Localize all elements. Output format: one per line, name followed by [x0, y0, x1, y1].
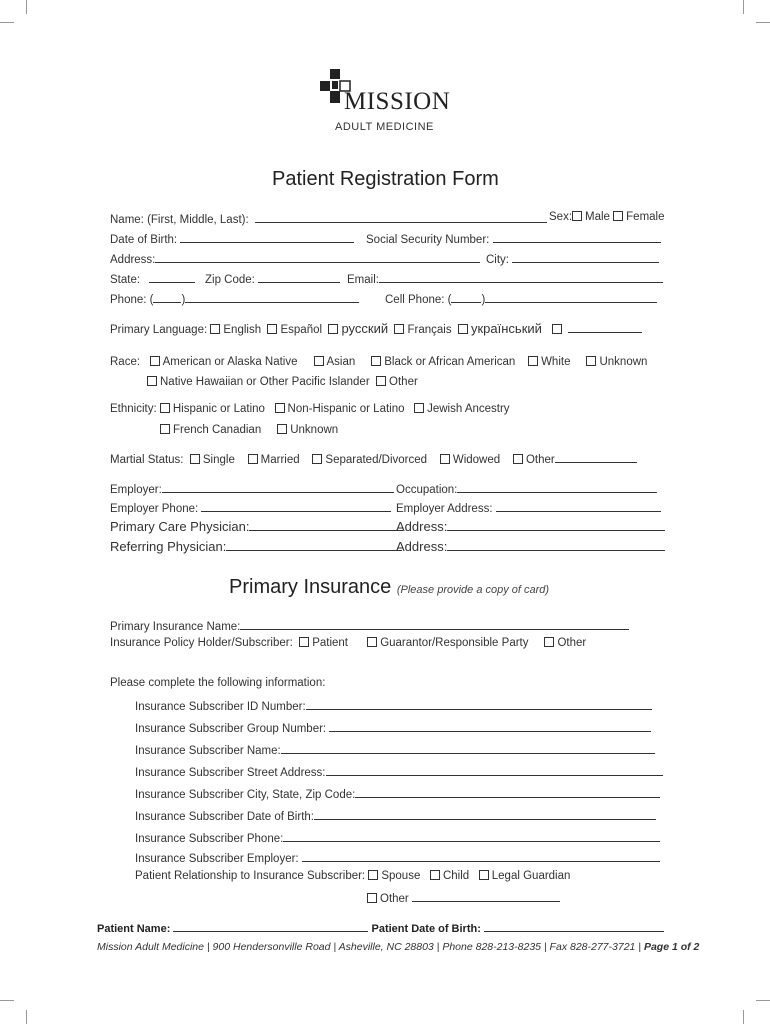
ukrainian-label: український: [470, 321, 542, 336]
female-checkbox[interactable]: [613, 211, 623, 221]
jewish-checkbox[interactable]: [414, 403, 424, 413]
race-asian-checkbox[interactable]: [314, 356, 324, 366]
phone-row: [110, 291, 359, 306]
subscriber-name-field[interactable]: [281, 742, 655, 754]
spouse-label: Spouse: [381, 870, 421, 882]
name-row: [110, 211, 547, 226]
employer-row: [110, 481, 394, 496]
city-label: City:: [486, 254, 509, 266]
cell-label: Cell Phone: (: [385, 294, 452, 306]
crop-mark: [0, 22, 14, 23]
english-checkbox[interactable]: [210, 324, 220, 334]
crop-mark: [756, 22, 770, 23]
subscriber-phone-field[interactable]: [283, 830, 660, 842]
subscriber-employer-row: [135, 850, 660, 865]
cell-close: ): [481, 294, 486, 306]
sex-row: [549, 211, 665, 223]
ethnicity-row-2: [160, 424, 338, 436]
english-label: English: [223, 324, 262, 336]
insurance-name-label: Primary Insurance Name:: [110, 621, 241, 633]
zip-row: [205, 271, 340, 286]
referring-field[interactable]: [226, 539, 402, 551]
subscriber-city-field[interactable]: [355, 786, 660, 798]
subscriber-id-field[interactable]: [306, 698, 652, 710]
subscriber-field-label: Insurance Subscriber Street Address:: [135, 767, 326, 779]
pcp-label: Primary Care Physician:: [110, 519, 250, 534]
dob-field[interactable]: [180, 231, 354, 243]
relationship-other-field[interactable]: [412, 890, 560, 902]
widowed-checkbox[interactable]: [440, 454, 450, 464]
marital-row: [110, 451, 637, 466]
referring-row: [110, 539, 402, 554]
sex-label: Sex:: [549, 211, 573, 223]
crop-mark: [26, 1010, 27, 1024]
email-field[interactable]: [379, 271, 663, 283]
female-label: Female: [626, 211, 665, 223]
race-native-checkbox[interactable]: [150, 356, 160, 366]
city-field[interactable]: [512, 251, 659, 263]
employer-phone-field[interactable]: [201, 500, 391, 512]
race-hawaiian-label: Native Hawaiian or Other Pacific Islander: [160, 376, 370, 388]
separated-label: Separated/Divorced: [325, 454, 428, 466]
holder-patient-checkbox[interactable]: [299, 637, 309, 647]
relationship-label: Patient Relationship to Insurance Subscriber:: [135, 870, 366, 882]
male-checkbox[interactable]: [572, 211, 582, 221]
subscriber-street-field[interactable]: [326, 764, 663, 776]
complete-info-label: Please complete the following information:: [110, 677, 326, 689]
ethnicity-unknown-checkbox[interactable]: [277, 424, 287, 434]
occupation-row: [396, 481, 657, 496]
child-checkbox[interactable]: [430, 870, 440, 880]
dob-label: Date of Birth:: [110, 234, 178, 246]
cell-field[interactable]: [485, 291, 657, 303]
crop-mark: [756, 1000, 770, 1001]
phone-field[interactable]: [185, 291, 359, 303]
subscriber-dob-field[interactable]: [314, 808, 656, 820]
race-asian-label: Asian: [326, 356, 356, 368]
francais-checkbox[interactable]: [394, 324, 404, 334]
employer-address-row: [396, 500, 661, 515]
russian-label: русский: [341, 321, 389, 336]
pcp-address-row: [396, 519, 665, 534]
employer-address-field[interactable]: [496, 500, 661, 512]
subscriber-id-row: [135, 698, 652, 713]
logo-name: MISSION: [344, 88, 451, 115]
subscriber-field-label: Insurance Subscriber ID Number:: [135, 701, 306, 713]
marital-label: Martial Status:: [110, 454, 184, 466]
other-language-checkbox[interactable]: [552, 324, 562, 334]
state-label: State:: [110, 274, 141, 286]
hispanic-checkbox[interactable]: [160, 403, 170, 413]
pcp-address-label: Address:: [396, 519, 448, 534]
separated-checkbox[interactable]: [312, 454, 322, 464]
address-field[interactable]: [155, 251, 480, 263]
relationship-other-label: Other: [380, 893, 409, 905]
subscriber-field-label: Insurance Subscriber City, State, Zip Code:: [135, 789, 356, 801]
subscriber-field-label: Insurance Subscriber Date of Birth:: [135, 811, 314, 823]
state-field[interactable]: [149, 271, 195, 283]
page-title: Patient Registration Form: [272, 168, 499, 190]
referring-address-field[interactable]: [447, 539, 665, 551]
email-label: Email:: [347, 274, 379, 286]
marital-other-field[interactable]: [555, 451, 637, 463]
dob-row: [110, 231, 354, 246]
referring-address-row: [396, 539, 665, 554]
employer-label: Employer:: [110, 484, 162, 496]
email-row: [347, 271, 663, 286]
holder-other-label: Other: [557, 637, 587, 649]
race-unknown-label: Unknown: [599, 356, 648, 368]
married-checkbox[interactable]: [248, 454, 258, 464]
non-hispanic-checkbox[interactable]: [275, 403, 285, 413]
occupation-field[interactable]: [457, 481, 657, 493]
holder-other-checkbox[interactable]: [544, 637, 554, 647]
french-canadian-label: French Canadian: [173, 424, 262, 436]
marital-other-label: Other: [525, 454, 555, 466]
city-row: [486, 251, 659, 266]
logo-subtitle: ADULT MEDICINE: [335, 121, 434, 133]
address-label: Address:: [110, 254, 156, 266]
subscriber-field-label: Insurance Subscriber Employer:: [135, 853, 299, 865]
cell-area-field[interactable]: [451, 291, 481, 303]
footer-patient-name-label: Patient Name:: [97, 923, 171, 935]
relationship-other-checkbox[interactable]: [367, 893, 377, 903]
ethnicity-row-1: [110, 403, 510, 415]
address-row: [110, 251, 480, 266]
referring-label: Referring Physician:: [110, 539, 227, 554]
child-label: Child: [442, 870, 470, 882]
employer-field[interactable]: [162, 481, 394, 493]
crop-mark: [743, 1010, 744, 1024]
married-label: Married: [260, 454, 300, 466]
non-hispanic-label: Non-Hispanic or Latino: [287, 403, 405, 415]
footer-patient-dob-field[interactable]: [484, 920, 664, 932]
ukrainian-checkbox[interactable]: [458, 324, 468, 334]
relationship-row: [135, 870, 570, 882]
footer-patient-name-field[interactable]: [173, 920, 368, 932]
ssn-label: Social Security Number:: [366, 234, 490, 246]
single-checkbox[interactable]: [190, 454, 200, 464]
french-canadian-checkbox[interactable]: [160, 424, 170, 434]
race-row-1: [110, 356, 647, 368]
marital-other-checkbox[interactable]: [513, 454, 523, 464]
state-row: [110, 271, 195, 286]
subscriber-group-row: [135, 720, 651, 735]
race-hawaiian-checkbox[interactable]: [147, 376, 157, 386]
hispanic-label: Hispanic or Latino: [172, 403, 265, 415]
ssn-field[interactable]: [493, 231, 661, 243]
race-unknown-checkbox[interactable]: [586, 356, 596, 366]
subscriber-phone-row: [135, 830, 660, 845]
subscriber-employer-field[interactable]: [302, 850, 660, 862]
phone-label: Phone: (: [110, 294, 154, 306]
phone-area-field[interactable]: [153, 291, 181, 303]
spouse-checkbox[interactable]: [368, 870, 378, 880]
holder-guarantor-checkbox[interactable]: [367, 637, 377, 647]
race-other-checkbox[interactable]: [376, 376, 386, 386]
crop-mark: [743, 0, 744, 14]
subscriber-field-label: Insurance Subscriber Group Number:: [135, 723, 327, 735]
pcp-row: [110, 519, 403, 534]
race-black-label: Black or African American: [384, 356, 516, 368]
language-row: [110, 321, 642, 336]
ethnicity-unknown-label: Unknown: [290, 424, 339, 436]
employer-phone-label: Employer Phone:: [110, 503, 199, 515]
race-black-checkbox[interactable]: [371, 356, 381, 366]
pcp-address-field[interactable]: [447, 519, 665, 531]
race-white-label: White: [541, 356, 571, 368]
race-native-label: American or Alaska Native: [162, 356, 298, 368]
jewish-label: Jewish Ancestry: [427, 403, 510, 415]
employer-phone-row: [110, 500, 391, 515]
zip-field[interactable]: [258, 271, 340, 283]
espanol-checkbox[interactable]: [267, 324, 277, 334]
subscriber-field-label: Insurance Subscriber Phone:: [135, 833, 284, 845]
zip-label: Zip Code:: [205, 274, 255, 286]
occupation-label: Occupation:: [396, 484, 458, 496]
legal-guardian-checkbox[interactable]: [479, 870, 489, 880]
crop-mark: [26, 0, 27, 14]
footer-address: Mission Adult Medicine | 900 Hendersonville Road | Asheville, NC 28803 | Phone 828-213-8235 | Fax 828-277-3721 |: [97, 941, 642, 953]
race-white-checkbox[interactable]: [528, 356, 538, 366]
name-field[interactable]: [255, 211, 547, 223]
subscriber-field-label: Insurance Subscriber Name:: [135, 745, 281, 757]
subscriber-street-row: [135, 764, 663, 779]
subscriber-dob-row: [135, 808, 656, 823]
insurance-heading: [229, 576, 549, 599]
relationship-other-row: [367, 890, 560, 905]
employer-address-label: Employer Address:: [396, 503, 493, 515]
espanol-label: Español: [280, 324, 323, 336]
race-label: Race:: [110, 356, 141, 368]
insurance-name-row: [110, 618, 629, 633]
language-label: Primary Language:: [110, 324, 208, 336]
crop-mark: [0, 1000, 14, 1001]
pcp-field[interactable]: [249, 519, 403, 531]
race-row-2: [147, 376, 418, 388]
holder-patient-label: Patient: [312, 637, 349, 649]
subscriber-group-field[interactable]: [329, 720, 651, 732]
subscriber-city-row: [135, 786, 660, 801]
policy-holder-row: [110, 637, 586, 649]
cell-row: [385, 291, 657, 306]
russian-checkbox[interactable]: [328, 324, 338, 334]
widowed-label: Widowed: [452, 454, 501, 466]
ssn-row: [366, 231, 661, 246]
insurance-heading-text: Primary Insurance: [229, 576, 392, 598]
legal-guardian-label: Legal Guardian: [491, 870, 571, 882]
francais-label: Français: [407, 324, 452, 336]
race-other-label: Other: [389, 376, 418, 388]
insurance-note: (Please provide a copy of card): [396, 584, 550, 596]
male-label: Male: [585, 211, 610, 223]
footer-patient-row: [97, 920, 664, 935]
subscriber-name-row: [135, 742, 655, 757]
ethnicity-label: Ethnicity:: [110, 403, 157, 415]
footer-patient-dob-label: Patient Date of Birth:: [371, 923, 481, 935]
footer-address-row: [97, 941, 699, 953]
holder-guarantor-label: Guarantor/Responsible Party: [380, 637, 529, 649]
single-label: Single: [202, 454, 235, 466]
referring-address-label: Address:: [396, 539, 448, 554]
other-language-field[interactable]: [568, 321, 642, 333]
phone-close: ): [181, 294, 186, 306]
policy-holder-label: Insurance Policy Holder/Subscriber:: [110, 637, 293, 649]
insurance-name-field[interactable]: [240, 618, 629, 630]
page-number: Page 1 of 2: [643, 941, 700, 953]
name-label: Name: (First, Middle, Last):: [110, 214, 249, 226]
